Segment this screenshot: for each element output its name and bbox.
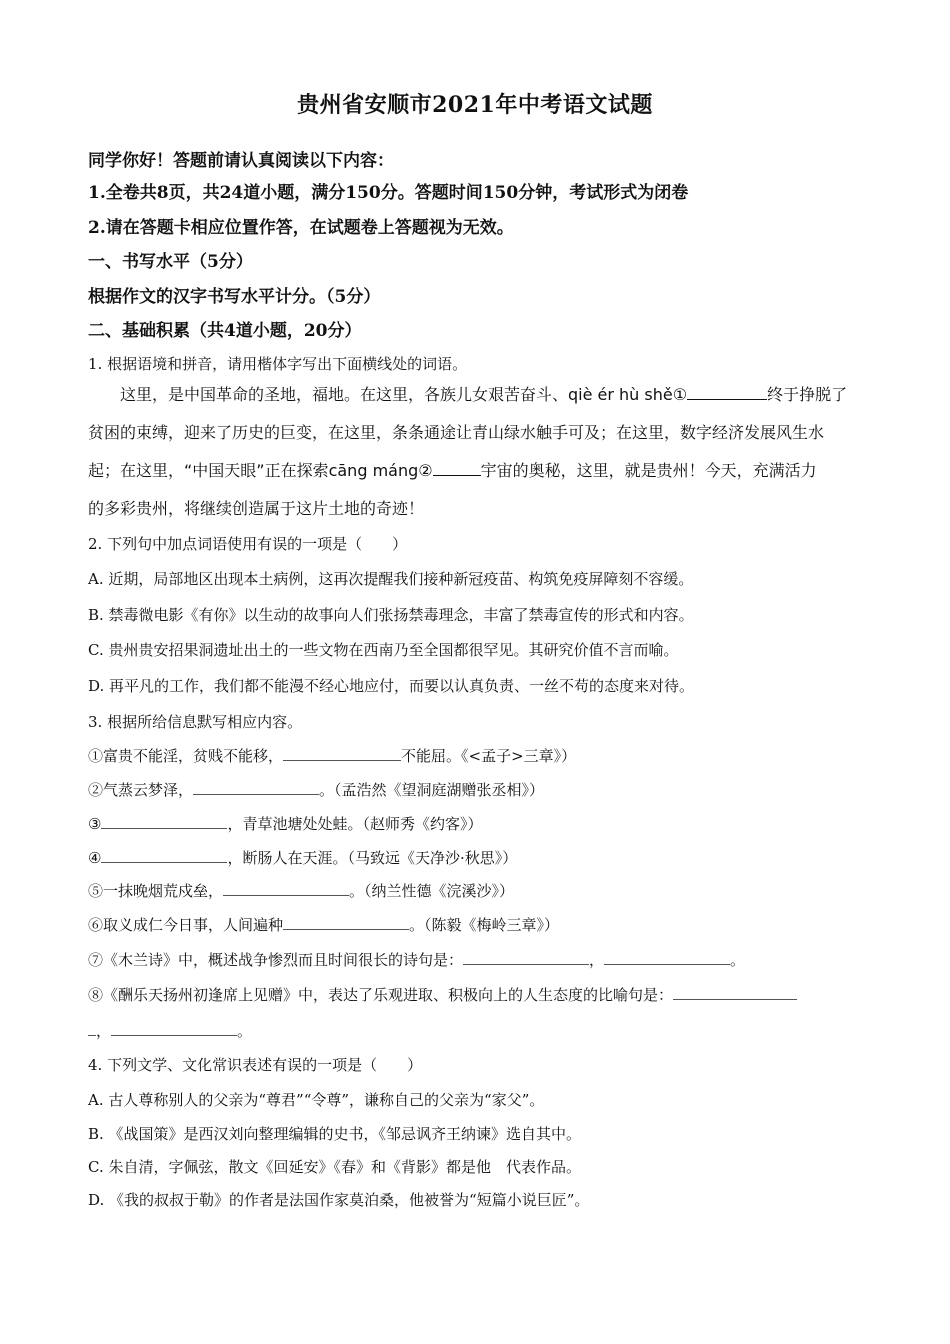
- q3-item-1-text: ①富贵不能淫，贫贱不能移，: [88, 747, 284, 765]
- q1-passage: [88, 376, 860, 528]
- q3-item-8-comma: ，: [96, 1022, 112, 1040]
- q3-item-8-end: 。: [237, 1022, 253, 1040]
- q3-item-8-text: ⑧《酬乐天扬州初逢席上见赠》中，表达了乐观进取、积极向上的人生态度的比喻句是：: [88, 986, 674, 1004]
- answer-blank-q3-8a-cont[interactable]: [88, 1021, 96, 1036]
- q3-item-3: [88, 813, 482, 834]
- q4-option-d: D. 《我的叔叔于勒》的作者是法国作家莫泊桑，他被誉为“短篇小说巨匠”。: [88, 1191, 590, 1209]
- q1-passage-line2: 贫困的束缚，迎来了历史的巨变，在这里，条条通途让青山绿水触手可及；在这里，数字经济发展风生水: [88, 423, 825, 442]
- q1-stem: 1. 根据语境和拼音，请用楷体字写出下面横线处的词语。: [88, 355, 468, 373]
- q4-stem: 4. 下列文学、文化常识表述有误的一项是（ ）: [88, 1056, 423, 1074]
- q1-passage-line1-end: 终于挣脱了: [767, 385, 848, 404]
- answer-blank-q3-4[interactable]: [101, 848, 227, 863]
- q2-option-c: C. 贵州贵安招果洞遗址出土的一些文物在西南乃至全国都很罕见。其研究价值不言而喻。: [88, 641, 679, 659]
- answer-blank-q3-8b[interactable]: [111, 1021, 237, 1036]
- q3-item-4-source: ，断肠人在天涯。（马致远《天净沙·秋思》）: [227, 849, 518, 867]
- q4-option-b: B. 《战国策》是西汉刘向整理编辑的史书，《邹忌讽齐王纳谏》选自其中。: [88, 1125, 582, 1143]
- q1-passage-line1: 这里，是中国革命的圣地，福地。在这里，各族儿女艰苦奋斗、qiè ér hù shě①: [120, 385, 688, 404]
- q3-item-7-comma: ，: [589, 951, 605, 969]
- q3-item-6-source: 。（陈毅《梅岭三章》）: [409, 916, 560, 934]
- q3-item-7-end: 。: [730, 951, 746, 969]
- q3-item-1-source: 不能屈。《<孟子>三章》）: [401, 747, 577, 765]
- q3-item-4: [88, 847, 517, 868]
- q3-item-2: [88, 779, 544, 800]
- intro-rule-1: 1.全卷共8页，共24道小题，满分150分。答题时间150分钟，考试形式为闭卷: [88, 183, 689, 203]
- q3-item-7-text: ⑦《木兰诗》中，概述战争惨烈而且时间很长的诗句是：: [88, 951, 464, 969]
- q3-item-2-source: 。（孟浩然《望洞庭湖赠张丞相》）: [319, 781, 545, 799]
- q3-item-3-source: ，青草池塘处处蛙。（赵师秀《约客》）: [227, 815, 483, 833]
- q2-option-a: A. 近期，局部地区出现本土病例，这再次提醒我们接种新冠疫苗、构筑免疫屏障刻不容缓。: [88, 570, 694, 588]
- q2-stem: 2. 下列句中加点词语使用有误的一项是（ ）: [88, 535, 408, 553]
- q3-item-3-text: ③: [88, 815, 102, 833]
- q3-item-8: [88, 984, 797, 1005]
- q4-option-c: C. 朱自清，字佩弦，散文《回延安》《春》和《背影》都是他 代表作品。: [88, 1158, 581, 1176]
- answer-blank-q3-7a[interactable]: [463, 950, 589, 965]
- section-1-heading: 一、书写水平（5分）: [88, 252, 253, 272]
- q3-item-7: [88, 949, 745, 970]
- q3-item-1: [88, 745, 576, 766]
- answer-blank-q3-1[interactable]: [283, 746, 401, 761]
- section-1-text: 根据作文的汉字书写水平计分。（5分）: [88, 287, 381, 307]
- q3-item-5: [88, 880, 514, 901]
- q3-item-8-cont: [88, 1020, 252, 1041]
- q1-passage-line3-end: 宇宙的奥秘，这里，就是贵州！今天，充满活力: [480, 461, 817, 480]
- intro-greeting: 同学你好！答题前请认真阅读以下内容：: [88, 151, 394, 171]
- answer-blank-q3-5[interactable]: [223, 881, 349, 896]
- q3-item-6: [88, 914, 559, 935]
- answer-blank-q3-7b[interactable]: [604, 950, 730, 965]
- q3-item-5-source: 。（纳兰性德《浣溪沙》）: [349, 882, 515, 900]
- answer-blank-q3-6[interactable]: [283, 915, 409, 930]
- q2-option-d: D. 再平凡的工作，我们都不能漫不经心地应付，而要以认真负责、一丝不苟的态度来对待。: [88, 677, 695, 695]
- answer-blank-1[interactable]: [687, 381, 767, 400]
- q1-passage-line3: 起；在这里，“中国天眼”正在探索cāng máng②: [88, 461, 433, 480]
- section-2-heading: 二、基础积累（共4道小题，20分）: [88, 321, 362, 341]
- q3-item-6-text: ⑥取义成仁今日事，人间遍种: [88, 916, 284, 934]
- page-title: 贵州省安顺市2021年中考语文试题: [297, 92, 653, 118]
- answer-blank-q3-3[interactable]: [101, 814, 227, 829]
- answer-blank-q3-2[interactable]: [193, 780, 319, 795]
- q3-stem: 3. 根据所给信息默写相应内容。: [88, 713, 303, 731]
- answer-blank-2[interactable]: [433, 457, 481, 476]
- q3-item-4-text: ④: [88, 849, 102, 867]
- answer-blank-q3-8a[interactable]: [673, 985, 797, 1000]
- intro-rule-2: 2.请在答题卡相应位置作答，在试题卷上答题视为无效。: [88, 218, 514, 238]
- q3-item-5-text: ⑤一抹晚烟荒戍垒，: [88, 882, 224, 900]
- q1-passage-line4: 的多彩贵州，将继续创造属于这片土地的奇迹！: [88, 499, 425, 518]
- q2-option-b: B. 禁毒微电影《有你》以生动的故事向人们张扬禁毒理念，丰富了禁毒宣传的形式和内容。: [88, 606, 694, 624]
- q4-option-a: A. 古人尊称别人的父亲为“尊君”“令尊”，谦称自己的父亲为“家父”。: [88, 1091, 545, 1109]
- q3-item-2-text: ②气蒸云梦泽，: [88, 781, 194, 799]
